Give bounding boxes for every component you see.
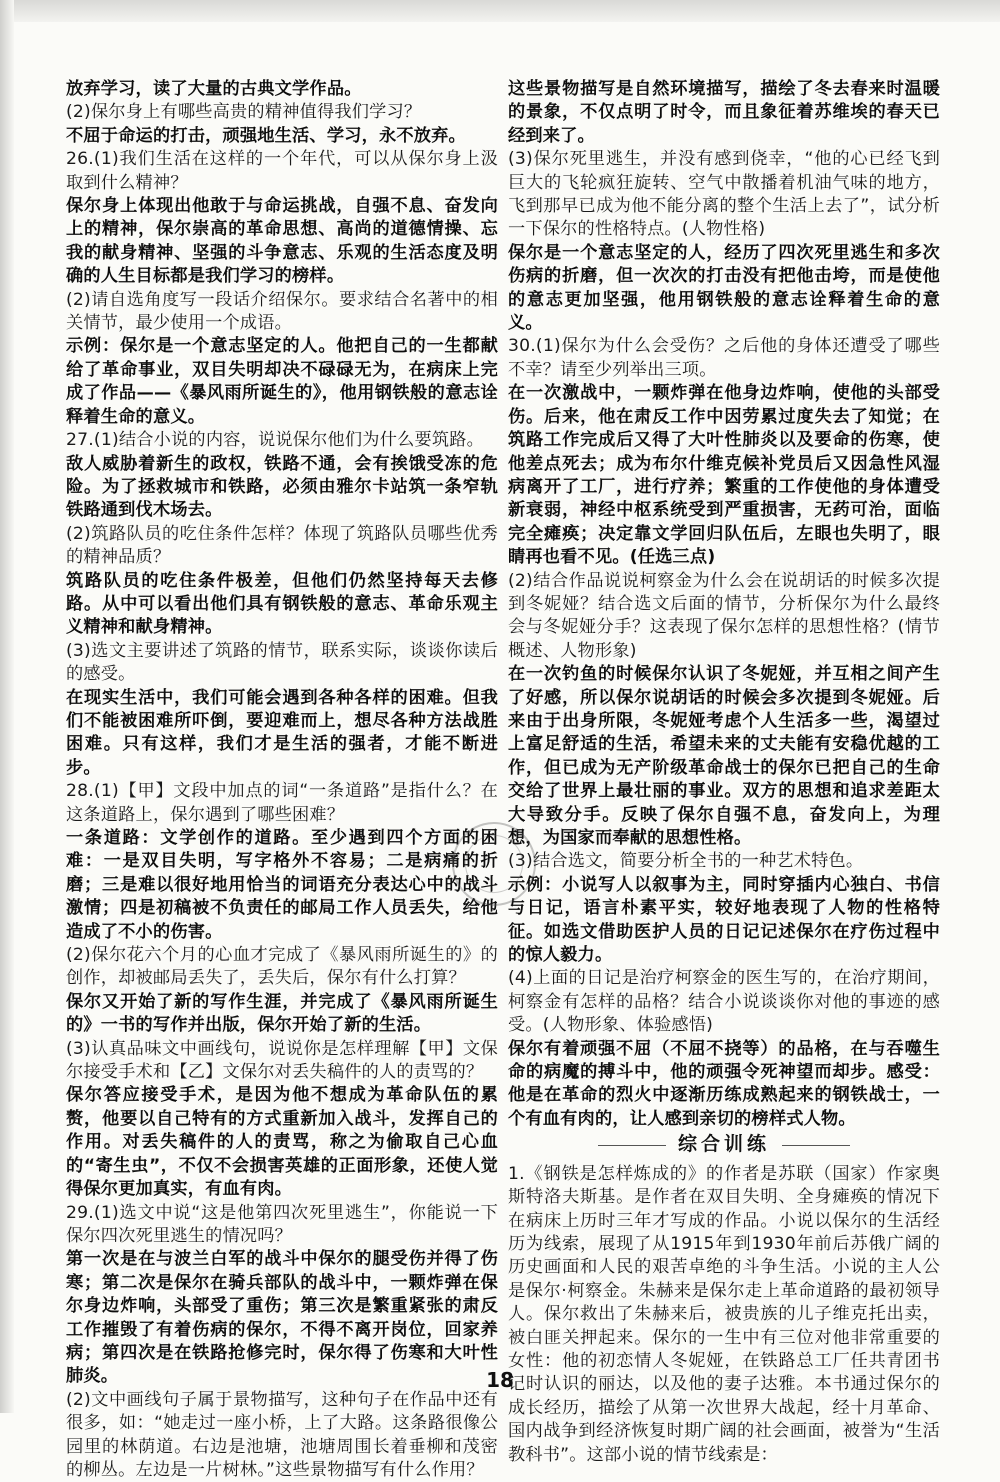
answer-paragraph: 这些景物描写是自然环境描写，描绘了冬去春来时温暖的景象，不仅点明了时令，而且象征着苏维埃的春天已经到来了。	[508, 79, 940, 146]
question-paragraph: (3)认真品味文中画线句，说说你是怎样理解【甲】文保尔接受手术和【乙】文保尔对丢失稿件的人的责骂的？	[66, 1038, 498, 1083]
question-paragraph: (2)文中画线句子属于景物描写，这种句子在作品中还有很多，如：“她走过一座小桥，上了大路。这条路很像公园里的林荫道。右边是池塘，池塘周围长着垂柳和茂密的柳丛。左边是一片树林。”这些景物描写有什么作用？	[66, 1389, 498, 1480]
left-column	[66, 78, 498, 1482]
answer-paragraph: 在一次激战中，一颗炸弹在他身边炸响，使他的头部受伤。后来，他在肃反工作中因劳累过度失去了知觉；在筑路工作完成后又得了大叶性肺炎以及要命的伤寒，使他差点死去；成为布尔什维克候补党员后又因急性风湿病离开了工厂，进行疗养；繁重的工作使他的身体遭受新衰弱，神经中枢系统受到严重损害，无药可治，面临完全瘫痪；决定靠文学回归队伍后，左眼也失明了，眼睛再也看不见。(任选三点)	[508, 383, 940, 568]
answer-paragraph: 保尔身上体现出他敢于与命运挑战，自强不息、奋发向上的精神，保尔崇高的革命思想、高尚的道德情操、忘我的献身精神、坚强的斗争意志、乐观的生活态度及明确的人生目标都是我们学习的榜样。	[66, 196, 498, 287]
question-paragraph: 28.(1)【甲】文段中加点的词“一条道路”是指什么？在这条道路上，保尔遇到了哪些困难？	[66, 781, 498, 825]
answer-paragraph: 示例：保尔是一个意志坚定的人。他把自己的一生都献给了革命事业，双目失明却决不碌碌无为，在病床上完成了作品——《暴风雨所诞生的》，他用钢铁般的意志诠释着生命的意义。	[66, 336, 498, 427]
question-paragraph: (2)请自选角度写一段话介绍保尔。要求结合名著中的相关情节，最少使用一个成语。	[66, 289, 498, 334]
question-paragraph: 26.(1)我们生活在这样的一个年代，可以从保尔身上汲取到什么精神？	[66, 149, 498, 193]
right-column	[508, 78, 940, 1467]
question-paragraph: (2)保尔身上有哪些高贵的精神值得我们学习？	[66, 102, 422, 123]
question-paragraph: (3)结合选文，简要分析全书的一种艺术特色。	[508, 851, 864, 872]
question-paragraph: (4)上面的日记是治疗柯察金的医生写的，在治疗期间，柯察金有怎样的品格？结合小说谈谈你对他的事迹的感受。(人物形象、体验感悟)	[508, 968, 940, 1036]
answer-paragraph: 保尔是一个意志坚定的人，经历了四次死里逃生和多次伤病的折磨，但一次次的打击没有把他击垮，而是使他的意志更加坚强，他用钢铁般的意志诠释着生命的意义。	[508, 242, 940, 334]
question-paragraph: 27.(1)结合小说的内容，说说保尔他们为什么要筑路。	[66, 430, 485, 451]
answer-paragraph: 敌人威胁着新生的政权，铁路不通，会有挨饿受冻的危险。为了拯救城市和铁路，必须由雅尔卡站筑一条窄轨铁路通到伐木场去。	[66, 453, 498, 521]
question-paragraph: (2)筑路队员的吃住条件怎样？体现了筑路队员哪些优秀的精神品质？	[66, 523, 498, 568]
page-number: 18	[486, 1368, 514, 1392]
answer-paragraph: 放弃学习，读了大量的古典文学作品。	[66, 79, 362, 99]
page-edge-shadow	[0, 0, 1000, 22]
answer-paragraph: 示例：小说写人以叙事为主，同时穿插内心独白、书信与日记，语言朴素平实，较好地表现了人物的性格特征。如选文借助医护人员的日记记述保尔在疗伤过程中的惊人毅力。	[508, 874, 940, 966]
section-heading-text: 综合训练	[666, 1133, 782, 1155]
question-paragraph: (2)结合作品说说柯察金为什么会在说胡话的时候多次提到冬妮娅？结合选文后面的情节，分析保尔为什么最终会与冬妮娅分手？这表现了保尔怎样的思想性格？(情节概述、人物形象)	[508, 570, 940, 661]
answer-paragraph: 筑路队员的吃住条件极差，但他们仍然坚持每天去修路。从中可以看出他们具有钢铁般的意志、革命乐观主义精神和献身精神。	[66, 570, 498, 638]
section-heading	[508, 1133, 940, 1156]
answer-paragraph: 在一次钓鱼的时候保尔认识了冬妮娅，并互相之间产生了好感，所以保尔说胡话的时候会多次提到冬妮娅。后来由于出身所限，冬妮娅考虑个人生活多一些，渴望过上富足舒适的生活，希望未来的丈夫能有安稳优越的工作，但已成为无产阶级革命战士的保尔已把自己的生命交给了世界上最壮丽的事业。双方的思想和追求差距太大导致分手。反映了保尔自强不息，奋发向上，为理想，为国家而奉献的思想性格。	[508, 664, 940, 848]
answer-paragraph: 一条道路：文学创作的道路。至少遇到四个方面的困难：一是双目失明，写字格外不容易；二是病痛的折磨；三是难以很好地用恰当的词语充分表达心中的战斗激情；四是初稿被不负责任的邮局工作人员丢失，给他造成了不小的伤害。	[66, 828, 498, 942]
answer-paragraph: 不屈于命运的打击，顽强地生活、学习，永不放弃。	[66, 125, 466, 146]
question-paragraph: (2)保尔花六个月的心血才完成了《暴风雨所诞生的》的创作，却被邮局丢失了，丢失后，保尔有什么打算？	[66, 945, 498, 989]
answer-paragraph: 保尔有着顽强不屈（不屈不挠等）的品格，在与吞噬生命的病魔的搏斗中，他的顽强令死神望而却步。感受：他是在革命的烈火中逐渐历练成熟起来的钢铁战士，一个有血有肉的，让人感到亲切的榜样式人物。	[508, 1038, 940, 1129]
answer-paragraph: 在现实生活中，我们可能会遇到各种各样的困难。但我们不能被困难所吓倒，要迎难而上，想尽各种方法战胜困难。只有这样，我们才是生活的强者，才能不断进步。	[66, 687, 498, 778]
page-binding-shadow	[0, 0, 14, 1413]
answer-paragraph: 保尔又开始了新的写作生涯，并完成了《暴风雨所诞生的》一书的写作并出版，保尔开始了新的生活。	[66, 991, 498, 1036]
question-paragraph: 29.(1)选文中说“这是他第四次死里逃生”，你能说一下保尔四次死里逃生的情况吗？	[66, 1202, 498, 1246]
question-paragraph: (3)保尔死里逃生，并没有感到侥幸，“他的心已经飞到巨大的飞轮疯狂旋转、空气中散播着机油气味的地方，飞到那早已成为他不能分离的整个生活上去了”，试分析一下保尔的性格特点。(人物性格)	[508, 149, 940, 240]
question-paragraph: 1.《钢铁是怎样炼成的》的作者是苏联（国家）作家奥斯特洛夫斯基。是作者在双目失明、全身瘫痪的情况下在病床上历时三年才写成的作品。小说以保尔的生活经历为线索，展现了从1915年到1930年前后苏俄广阔的历史画面和人民的艰苦卓绝的斗争生活。小说的主人公是保尔·柯察金。朱赫来是保尔走上革命道路的最初领导人。保尔救出了朱赫来后，被贵族的儿子维克托出卖，被白匪关押起来。保尔的一生中有三位对他非常重要的女性：他的初恋情人冬妮娅，在铁路总工厂任共青团书记时认识的丽达，以及他的妻子达雅。本书通过保尔的成长经历，描绘了从第一次世界大战起，经十月革命、国内战争到经济恢复时期广阔的社会画面，被誉为“生活教科书”。这部小说的情节线索是：	[508, 1163, 940, 1465]
question-paragraph: (3)选文主要讲述了筑路的情节，联系实际，谈谈你读后的感受。	[66, 640, 498, 685]
answer-paragraph: 第一次是在与波兰白军的战斗中保尔的腿受伤并得了伤寒；第二次是保尔在骑兵部队的战斗中，一颗炸弹在保尔身边炸响，头部受了重伤；第三次是繁重紧张的肃反工作摧毁了有着伤病的保尔，不得不离开岗位，回家养病；第四次是在铁路抢修完时，保尔得了伤寒和大叶性肺炎。	[66, 1249, 498, 1387]
question-paragraph: 30.(1)保尔为什么会受伤？之后他的身体还遭受了哪些不幸？请至少列举出三项。	[508, 336, 940, 380]
answer-paragraph: 保尔答应接受手术，是因为他不想成为革命队伍的累赘，他要以自己特有的方式重新加入战斗，发挥自己的作用。对丢失稿件的人的责骂，称之为偷取自己心血的“寄生虫”，不仅不会损害英雄的正面形象，还使人觉得保尔更加真实，有血有肉。	[66, 1085, 498, 1200]
